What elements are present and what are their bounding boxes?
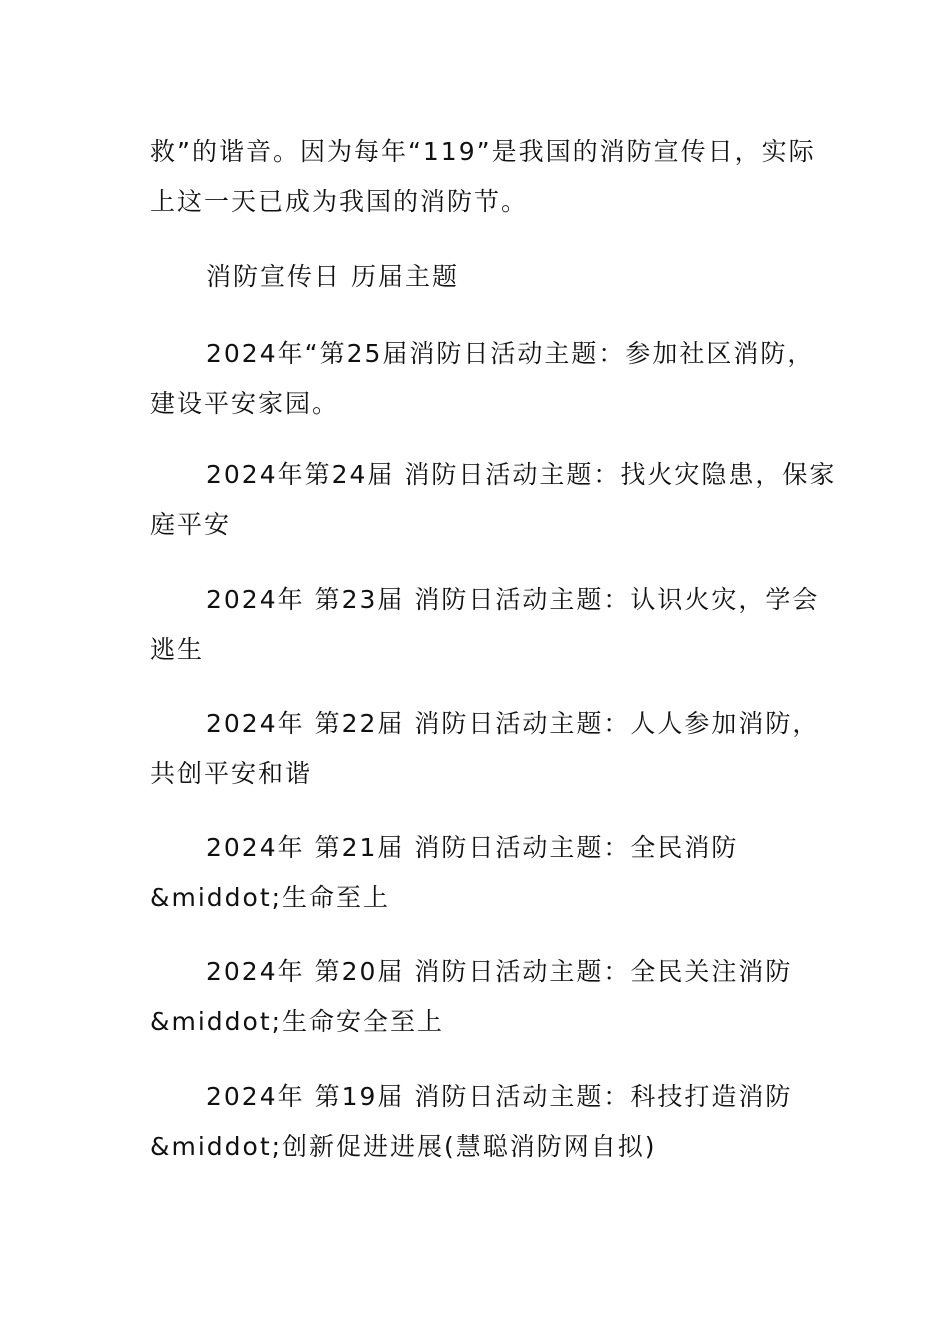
- section-heading: [150, 252, 810, 302]
- paragraph-line: 2024年 第21届 消防日活动主题：全民消防: [206, 833, 739, 862]
- paragraph-line: &middot;创新促进进展(慧聪消防网自拟): [150, 1132, 657, 1161]
- paragraph-line: 共创平安和谐: [150, 759, 313, 788]
- paragraph-line: 2024年 第22届 消防日活动主题：人人参加消防，: [206, 709, 820, 738]
- paragraph-line: 上这一天已成为我国的消防节。: [150, 187, 529, 216]
- theme-paragraph-19: [150, 1072, 810, 1172]
- paragraph-line: 救”的谐音。因为每年“119”是我国的消防宣传日，实际: [150, 137, 816, 166]
- paragraph-line: 2024年 第23届 消防日活动主题：认识火灾，学会: [206, 585, 820, 614]
- paragraph-line: &middot;生命至上: [150, 883, 391, 912]
- paragraph-line: 建设平安家园。: [150, 389, 340, 418]
- theme-paragraph-20: [150, 947, 810, 1047]
- paragraph-line: 2024年 第19届 消防日活动主题：科技打造消防: [206, 1082, 793, 1111]
- paragraph-line: &middot;生命安全至上: [150, 1007, 445, 1036]
- paragraph-line: 2024年第24届 消防日活动主题：找火灾隐患，保家: [206, 460, 837, 489]
- theme-paragraph-24: [150, 450, 837, 550]
- paragraph-line: 2024年 第20届 消防日活动主题：全民关注消防: [206, 957, 793, 986]
- theme-paragraph-22: [150, 699, 820, 799]
- theme-paragraph-23: [150, 575, 820, 675]
- paragraph-line: 2024年“第25届消防日活动主题：参加社区消防，: [206, 339, 815, 368]
- intro-paragraph: [150, 127, 816, 227]
- heading-line: 消防宣传日 历届主题: [206, 262, 459, 291]
- theme-paragraph-21: [150, 823, 810, 923]
- paragraph-line: 逃生: [150, 635, 205, 664]
- theme-paragraph-25: [150, 329, 815, 429]
- paragraph-line: 庭平安: [150, 510, 232, 539]
